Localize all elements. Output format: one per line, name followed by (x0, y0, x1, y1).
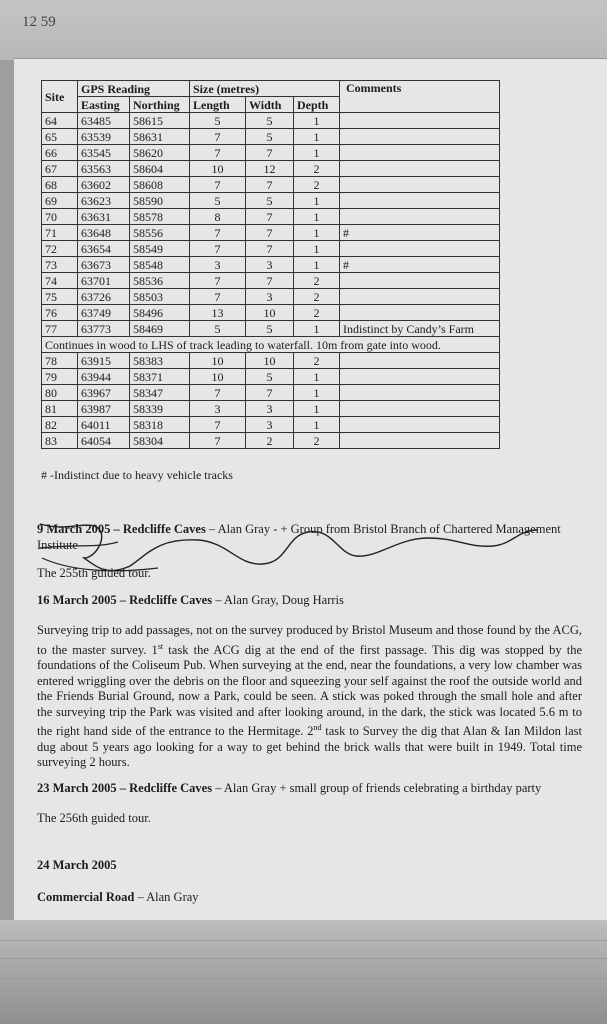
easting-cell: 63773 (78, 321, 130, 337)
comments-cell (340, 401, 500, 417)
northing-cell: 58631 (130, 129, 190, 145)
entry-text: – Alan Gray + small group of friends celebrating a birthday party (212, 781, 542, 795)
site-cell: 69 (42, 193, 78, 209)
easting-cell: 63623 (78, 193, 130, 209)
paragraph-part: task the ACG dig at the end of the first passage. This dig was stopped by the foundations of the Coliseum Pub. When surveying at the end, near the foundations, a very low chamber was entered wriggling over the debris on the floor and squeezing your self against the roof the outside world and the Friends Burial Ground, now a Park, could be seen. A stick was poked through the small hole and after the surveying trip the Park was visited and after looking around, in the dark, the stick was located 5.6 m to the right hand side of the entrance to the Hermitage. 2 (37, 642, 583, 739)
table-body-a (42, 113, 500, 337)
site-cell: 67 (42, 161, 78, 177)
depth-cell: 1 (294, 193, 340, 209)
northing-cell: 58469 (130, 321, 190, 337)
length-cell: 8 (190, 209, 246, 225)
table-row (42, 353, 500, 369)
easting-cell: 63987 (78, 401, 130, 417)
comments-cell (340, 209, 500, 225)
site-cell: 72 (42, 241, 78, 257)
comments-cell (340, 417, 500, 433)
width-cell: 5 (246, 113, 294, 129)
strike-through-scribble (38, 518, 583, 578)
table-row (42, 305, 500, 321)
depth-cell: 1 (294, 385, 340, 401)
northing-cell: 58536 (130, 273, 190, 289)
comments-cell (340, 177, 500, 193)
depth-cell: 2 (294, 305, 340, 321)
page-edge-strip (0, 920, 607, 1024)
northing-cell: 58604 (130, 161, 190, 177)
easting-cell: 63701 (78, 273, 130, 289)
northing-cell: 58503 (130, 289, 190, 305)
site-cell: 73 (42, 257, 78, 273)
comments-cell (340, 353, 500, 369)
northing-cell: 58590 (130, 193, 190, 209)
northing-cell: 58578 (130, 209, 190, 225)
diary-entry-commercial-road (37, 889, 582, 905)
site-cell: 66 (42, 145, 78, 161)
site-cell: 71 (42, 225, 78, 241)
entry-text: – Alan Gray (134, 890, 199, 904)
site-cell: 80 (42, 385, 78, 401)
table-row (42, 369, 500, 385)
depth-cell: 1 (294, 321, 340, 337)
site-cell: 65 (42, 129, 78, 145)
table-row (42, 289, 500, 305)
length-cell: 7 (190, 129, 246, 145)
width-cell: 12 (246, 161, 294, 177)
table-body-b (42, 353, 500, 449)
comments-cell (340, 369, 500, 385)
site-cell: 81 (42, 401, 78, 417)
comments-cell (340, 289, 500, 305)
note-cell: Continues in wood to LHS of track leading to waterfall. 10m from gate into wood. (42, 337, 500, 353)
site-cell: 76 (42, 305, 78, 321)
site-cell: 74 (42, 273, 78, 289)
depth-cell: 2 (294, 161, 340, 177)
length-cell: 7 (190, 241, 246, 257)
table-row (42, 433, 500, 449)
comments-cell (340, 433, 500, 449)
width-cell: 3 (246, 289, 294, 305)
page-number-mark: 12 59 (22, 14, 56, 30)
northing-cell: 58383 (130, 353, 190, 369)
depth-cell: 2 (294, 353, 340, 369)
easting-cell: 63749 (78, 305, 130, 321)
paragraph-part: Surveying trip to add passages, not on the survey produced by Bristol Museum and those found by the ACG, to the master survey. 1 (37, 623, 582, 657)
width-cell: 10 (246, 353, 294, 369)
easting-cell: 63539 (78, 129, 130, 145)
table-row (42, 161, 500, 177)
site-cell: 82 (42, 417, 78, 433)
length-cell: 5 (190, 113, 246, 129)
depth-cell: 1 (294, 401, 340, 417)
site-cell: 64 (42, 113, 78, 129)
easting-cell: 63654 (78, 241, 130, 257)
northing-cell: 58339 (130, 401, 190, 417)
ordinal-suffix: st (157, 641, 164, 651)
site-cell: 79 (42, 369, 78, 385)
width-cell: 7 (246, 385, 294, 401)
easting-cell: 63967 (78, 385, 130, 401)
entry-place: Redcliffe Caves (129, 593, 213, 607)
depth-cell: 1 (294, 369, 340, 385)
entry-people: – Alan Gray, Doug Harris (212, 593, 344, 607)
easting-cell: 63944 (78, 369, 130, 385)
table-row (42, 113, 500, 129)
width-cell: 7 (246, 273, 294, 289)
depth-cell: 1 (294, 417, 340, 433)
diary-entry-24-march-date: 24 March 2005 (37, 858, 117, 872)
northing-cell: 58548 (130, 257, 190, 273)
width-cell: 7 (246, 145, 294, 161)
easting-cell: 63485 (78, 113, 130, 129)
entry-text: – Alan Gray - + Group from Bristol Branch of Chartered Management Institute (37, 522, 561, 552)
depth-cell: 2 (294, 177, 340, 193)
depth-cell: 2 (294, 433, 340, 449)
table-row (42, 177, 500, 193)
length-cell: 5 (190, 193, 246, 209)
comments-cell (340, 241, 500, 257)
easting-cell: 63915 (78, 353, 130, 369)
length-cell: 13 (190, 305, 246, 321)
comments-cell (340, 273, 500, 289)
northing-cell: 58549 (130, 241, 190, 257)
table-note-body (42, 337, 500, 353)
depth-cell: 1 (294, 209, 340, 225)
site-cell: 83 (42, 433, 78, 449)
table-row (42, 145, 500, 161)
length-cell: 7 (190, 417, 246, 433)
comments-cell: # (340, 257, 500, 273)
northing-cell: 58608 (130, 177, 190, 193)
width-cell: 5 (246, 193, 294, 209)
header-length: Length (190, 97, 246, 113)
survey-trip-paragraph (37, 623, 582, 771)
length-cell: 3 (190, 257, 246, 273)
site-cell: 70 (42, 209, 78, 225)
width-cell: 5 (246, 321, 294, 337)
easting-cell: 63602 (78, 177, 130, 193)
easting-cell: 63673 (78, 257, 130, 273)
site-cell: 77 (42, 321, 78, 337)
length-cell: 3 (190, 401, 246, 417)
northing-cell: 58496 (130, 305, 190, 321)
width-cell: 3 (246, 401, 294, 417)
depth-cell: 1 (294, 225, 340, 241)
header-gps: GPS Reading (78, 81, 190, 97)
northing-cell: 58347 (130, 385, 190, 401)
page-corner (0, 0, 607, 60)
ordinal-suffix: nd (313, 723, 322, 733)
length-cell: 7 (190, 289, 246, 305)
entry-tour: The 256th guided tour. (37, 811, 151, 825)
comments-cell (340, 305, 500, 321)
struck-diary-entry: 9 March 2005 – Redcliffe Caves – Alan Gray - + Group from Bristol Branch of Chartered Management Institute The 255th guided tour. (37, 521, 582, 581)
depth-cell: 2 (294, 289, 340, 305)
entry-place: Commercial Road (37, 890, 135, 904)
table-row (42, 401, 500, 417)
length-cell: 10 (190, 161, 246, 177)
table-row (42, 273, 500, 289)
width-cell: 7 (246, 241, 294, 257)
width-cell: 7 (246, 209, 294, 225)
table-row (42, 225, 500, 241)
entry-date: 9 March 2005 (37, 522, 111, 536)
comments-cell (340, 129, 500, 145)
length-cell: 10 (190, 369, 246, 385)
diary-entry-23-march: 23 March 2005 – Redcliffe Caves – Alan Gray + small group of friends celebrating a birthday party The 256th guided tour. (37, 780, 582, 826)
entry-place: Redcliffe Caves (129, 781, 213, 795)
easting-cell: 64011 (78, 417, 130, 433)
comments-cell: # (340, 225, 500, 241)
depth-cell: 2 (294, 273, 340, 289)
comments-cell (340, 193, 500, 209)
depth-cell: 1 (294, 257, 340, 273)
easting-cell: 63648 (78, 225, 130, 241)
width-cell: 3 (246, 257, 294, 273)
table-note-row (42, 337, 500, 353)
paragraph-part: task to Survey the dig that Alan & Ian Mildon last dug about 5 years ago looking for a way to get behind the brick walls that were built in 1949. Total time surveying 2 hours. (37, 724, 582, 770)
entry-date: 23 March 2005 (37, 781, 117, 795)
width-cell: 2 (246, 433, 294, 449)
length-cell: 7 (190, 225, 246, 241)
header-width: Width (246, 97, 294, 113)
width-cell: 5 (246, 369, 294, 385)
width-cell: 10 (246, 305, 294, 321)
northing-cell: 58304 (130, 433, 190, 449)
site-cell: 78 (42, 353, 78, 369)
length-cell: 10 (190, 353, 246, 369)
site-cell: 68 (42, 177, 78, 193)
comments-cell: Indistinct by Candy’s Farm (340, 321, 500, 337)
entry-date: 16 March 2005 (37, 593, 117, 607)
site-cell: 75 (42, 289, 78, 305)
easting-cell: 64054 (78, 433, 130, 449)
survey-table (41, 80, 500, 449)
table-row (42, 321, 500, 337)
northing-cell: 58318 (130, 417, 190, 433)
comments-cell (340, 161, 500, 177)
northing-cell: 58371 (130, 369, 190, 385)
table-row (42, 241, 500, 257)
northing-cell: 58615 (130, 113, 190, 129)
depth-cell: 1 (294, 129, 340, 145)
table-row (42, 129, 500, 145)
depth-cell: 1 (294, 241, 340, 257)
table-footnote: # -Indistinct due to heavy vehicle tracks (41, 468, 233, 482)
entry-place: Redcliffe Caves (122, 522, 206, 536)
easting-cell: 63563 (78, 161, 130, 177)
width-cell: 3 (246, 417, 294, 433)
width-cell: 7 (246, 225, 294, 241)
entry-tour: The 255th guided tour. (37, 566, 151, 580)
table-row (42, 257, 500, 273)
comments-cell (340, 113, 500, 129)
comments-cell (340, 385, 500, 401)
easting-cell: 63726 (78, 289, 130, 305)
header-size: Size (metres) (190, 81, 340, 97)
length-cell: 7 (190, 145, 246, 161)
table-row (42, 385, 500, 401)
length-cell: 5 (190, 321, 246, 337)
northing-cell: 58556 (130, 225, 190, 241)
length-cell: 7 (190, 385, 246, 401)
table-row (42, 209, 500, 225)
header-comments: Comments (340, 81, 500, 113)
depth-cell: 1 (294, 113, 340, 129)
header-northing: Northing (130, 97, 190, 113)
depth-cell: 1 (294, 145, 340, 161)
width-cell: 7 (246, 177, 294, 193)
diary-entry-16-march: 16 March 2005 – Redcliffe Caves – Alan Gray, Doug Harris (37, 593, 344, 607)
length-cell: 7 (190, 177, 246, 193)
northing-cell: 58620 (130, 145, 190, 161)
header-easting: Easting (78, 97, 130, 113)
comments-cell (340, 145, 500, 161)
table-row (42, 417, 500, 433)
length-cell: 7 (190, 273, 246, 289)
header-site: Site (42, 81, 78, 113)
width-cell: 5 (246, 129, 294, 145)
header-depth: Depth (294, 97, 340, 113)
easting-cell: 63545 (78, 145, 130, 161)
easting-cell: 63631 (78, 209, 130, 225)
table-row (42, 193, 500, 209)
table-header-row (42, 81, 500, 97)
length-cell: 7 (190, 433, 246, 449)
